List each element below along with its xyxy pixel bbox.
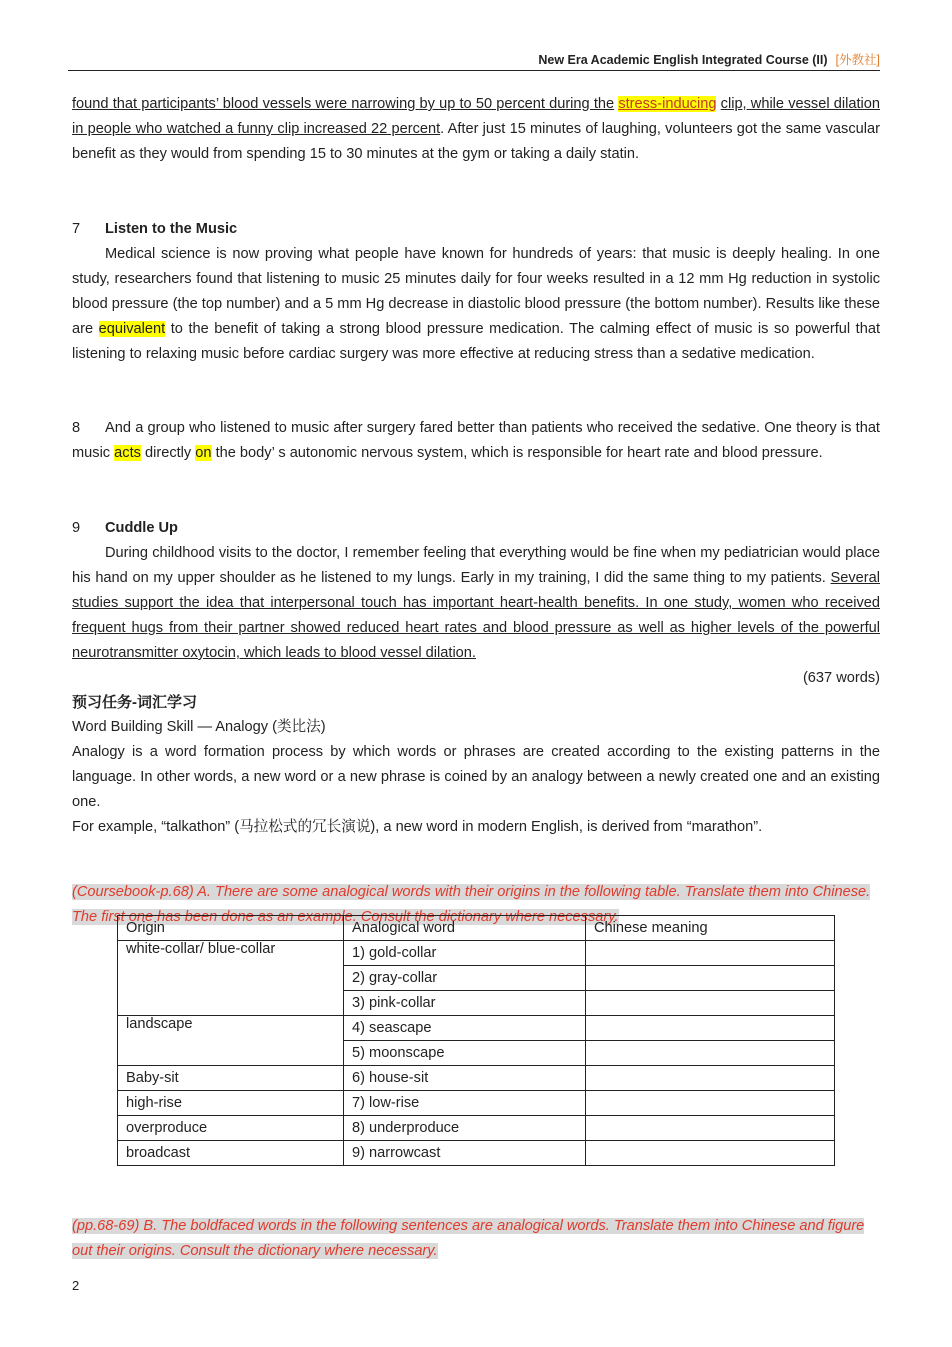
answer-cell[interactable] — [586, 1116, 835, 1141]
skill-title: Word Building Skill — Analogy (类比法) — [72, 719, 326, 735]
word-count: (637 words) — [802, 670, 880, 686]
paragraph-9: During childhood visits to the doctor, I remember feeling that everything would be fine when my pediatrician would place his hand on my upper shoulder as he listened to my lungs. Early in my training, I did the same thing to my patients. Several studies support the idea that interpersonal touch has important heart-health benefits. In one study, women who received frequent hugs from their partner showed reduced heart rates and blood pressure as well as higher levels of the powerful neurotransmitter oxytocin, which leads to blood vessel dilation. — [72, 545, 880, 661]
answer-cell[interactable] — [586, 1066, 835, 1091]
paragraph-6-continued: found that participants’ blood vessels were narrowing by up to 50 percent during the stress-inducing clip, while vessel dilation in people who watched a funny clip increased 22 percent. After just 15 minutes of laughing, volunteers got the same vascular benefit as they would from spending 15 to 30 minutes at the gym or taking a daily statin. — [72, 96, 880, 162]
answer-cell[interactable] — [586, 991, 835, 1016]
section-title: Cuddle Up — [105, 520, 178, 536]
task-title: 预习任务-词汇学习 — [72, 694, 197, 711]
table-row: white-collar/ blue-collar 1) gold-collar — [118, 941, 835, 966]
answer-cell[interactable] — [586, 1091, 835, 1116]
answer-cell[interactable] — [586, 941, 835, 966]
table-row: high-rise 7) low-rise — [118, 1091, 835, 1116]
table-row: broadcast 9) narrowcast — [118, 1141, 835, 1166]
course-title: New Era Academic English Integrated Course (II) — [538, 53, 828, 67]
page-number: 2 — [72, 1278, 80, 1293]
answer-cell[interactable] — [586, 966, 835, 991]
highlight-acts: acts — [114, 445, 141, 461]
paragraph-8: 8 And a group who listened to music after surgery fared better than patients who received the sedative. One theory is that music acts directly on the body’ s autonomic nervous system, which is responsible for heart rate and blood pressure. — [72, 420, 880, 461]
section-9: 9 Cuddle Up During childhood visits to the doctor, I remember feeling that everything would be fine when my pediatrician would place his hand on my upper shoulder as he listened to my lungs. Early in my training, I did the same thing to my patients. Several studies support the idea that interpersonal touch has important heart-health benefits. In one study, women who received frequent hugs from their partner showed reduced heart rates and blood pressure as well as higher levels of the powerful neurotransmitter oxytocin, which leads to blood vessel dilation. (637 words) — [72, 516, 880, 691]
table-header-row: Origin Analogical word Chinese meaning — [118, 916, 835, 941]
skill-example: For example, “talkathon” (马拉松式的冗长演说), a new word in modern English, is derived from “marathon”. — [72, 819, 763, 835]
table-row: 2) gray-collar — [118, 966, 835, 991]
table-row: overproduce 8) underproduce — [118, 1116, 835, 1141]
section-title: Listen to the Music — [105, 221, 238, 237]
prep-task — [72, 690, 880, 840]
table-row: 5) moonscape — [118, 1041, 835, 1066]
answer-cell[interactable] — [586, 1016, 835, 1041]
skill-description: Analogy is a word formation process by which words or phrases are created according to the existing patterns in the language. In other words, a new word or a new phrase is coined by an analogy between a newly created one and an existing one. — [72, 744, 880, 810]
instruction-a: (Coursebook-p.68) A. There are some analogical words with their origins in the following table. Translate them into Chinese. The first one has been done as an example. Consult the dictionary where necessary. — [72, 883, 871, 925]
highlight-on: on — [195, 445, 212, 461]
instruction-b: (pp.68-69) B. The boldfaced words in the following sentences are analogical words. Translate them into Chinese and figure out their origins. Consult the dictionary where necessary. — [72, 1217, 865, 1259]
analogy-table — [117, 915, 835, 1166]
section-7: 7 Listen to the Music Medical science is now proving what people have known for hundreds of years: that music is deeply healing. In one study, researchers found that listening to music 25 minutes daily for four weeks resulted in a 12 mm Hg reduction in systolic blood pressure (the top number) and a 5 mm Hg decrease in diastolic blood pressure (the bottom number). Results like these are equivalent to the benefit of taking a strong blood pressure medication. The calming effect of music is so powerful that listening to relaxing music before cardiac surgery was more effective at reducing stress than a sedative medication. — [72, 217, 880, 367]
table-row: Baby-sit 6) house-sit — [118, 1066, 835, 1091]
highlight-stress-inducing: stress-inducing — [618, 96, 717, 112]
answer-cell[interactable] — [586, 1141, 835, 1166]
highlight-equivalent: equivalent — [98, 321, 166, 337]
publisher-tag: [外教社] — [835, 53, 880, 67]
page-header — [68, 50, 880, 71]
answer-cell[interactable] — [586, 1041, 835, 1066]
table-row: 3) pink-collar — [118, 991, 835, 1016]
paragraph-7: Medical science is now proving what people have known for hundreds of years: that music is deeply healing. In one study, researchers found that listening to music 25 minutes daily for four weeks resulted in a 12 mm Hg reduction in systolic blood pressure (the top number) and a 5 mm Hg decrease in diastolic blood pressure (the bottom number). Results like these are equivalent to the benefit of taking a strong blood pressure medication. The calming effect of music is so powerful that listening to relaxing music before cardiac surgery was more effective at reducing stress than a sedative medication. — [72, 246, 880, 362]
table-row: landscape 4) seascape — [118, 1016, 835, 1041]
